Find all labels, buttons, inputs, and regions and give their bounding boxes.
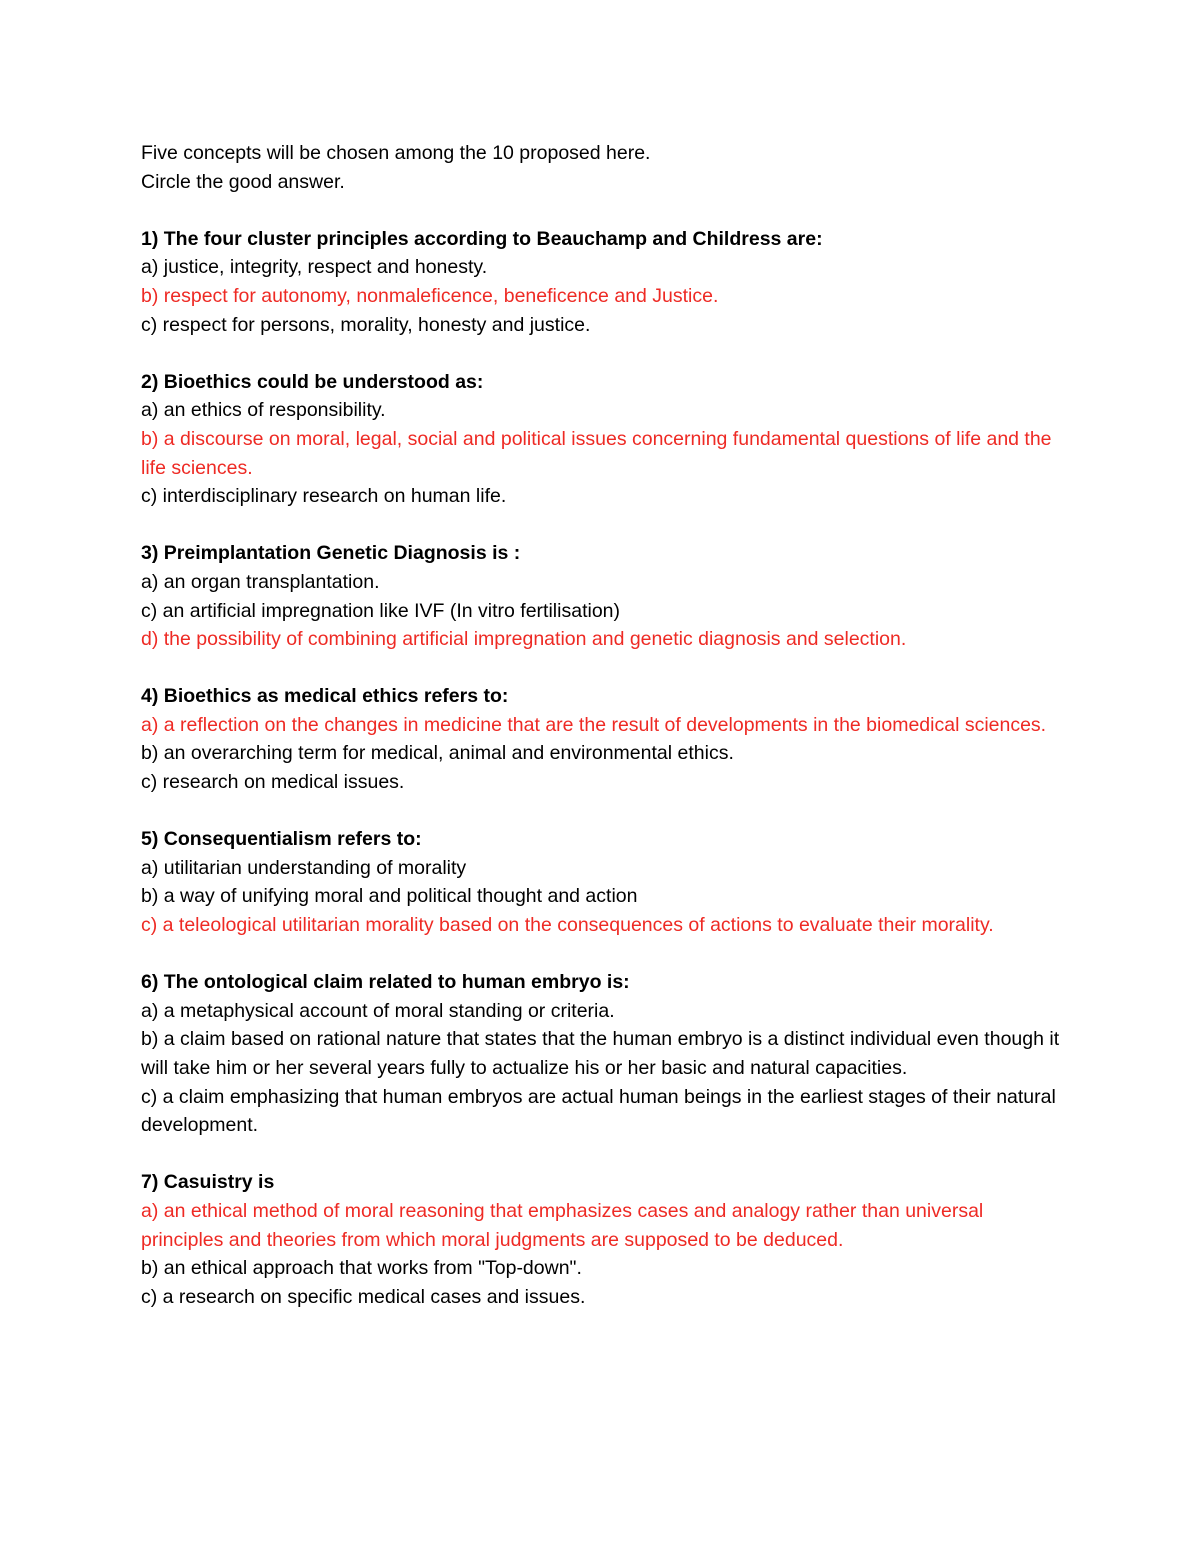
question-block — [141, 968, 1061, 1140]
question-text: 2) Bioethics could be understood as: — [141, 370, 484, 393]
answer-option-correct: c) a teleological utilitarian morality based on the consequences of actions to evaluate their morality. — [141, 914, 994, 937]
spacer — [141, 1140, 1061, 1169]
question-text: 5) Consequentialism refers to: — [141, 828, 422, 851]
answer-option: c) a research on specific medical cases and issues. — [141, 1285, 586, 1308]
answer-option: a) utilitarian understanding of morality — [141, 856, 467, 879]
answer-option-correct: a) an ethical method of moral reasoning that emphasizes cases and analogy rather than universal principles and theories from which moral judgments are supposed to be deduced. — [141, 1199, 984, 1251]
answer-option: c) respect for persons, morality, honesty and justice. — [141, 313, 591, 336]
question-block — [141, 682, 1061, 796]
answer-option-correct: b) respect for autonomy, nonmaleficence, beneficence and Justice. — [141, 284, 719, 307]
answer-option: b) an overarching term for medical, animal and environmental ethics. — [141, 742, 734, 765]
answer-option: a) an ethics of responsibility. — [141, 399, 386, 422]
spacer — [141, 339, 1061, 368]
question-text: 7) Casuistry is — [141, 1171, 275, 1194]
question-block — [141, 225, 1061, 339]
answer-option: b) a claim based on rational nature that states that the human embryo is a distinct individual even though it will take him or her several years fully to actualize his or her basic and natural capacities. — [141, 1028, 1060, 1079]
answer-option: b) a way of unifying moral and political thought and action — [141, 885, 638, 908]
question-text: 3) Preimplantation Genetic Diagnosis is : — [141, 542, 521, 565]
question-block — [141, 368, 1061, 511]
instruction-line: Circle the good answer. — [141, 170, 345, 193]
answer-option: c) a claim emphasizing that human embryos are actual human beings in the earliest stages of their natural development. — [141, 1085, 1056, 1137]
answer-option: a) justice, integrity, respect and honesty. — [141, 256, 488, 279]
answer-option-correct: a) a reflection on the changes in medicine that are the result of developments in the biomedical sciences. — [141, 713, 1047, 736]
answer-option: b) an ethical approach that works from "Top-down". — [141, 1257, 582, 1280]
answer-option: c) research on medical issues. — [141, 771, 405, 794]
spacer — [141, 940, 1061, 969]
question-block — [141, 539, 1061, 653]
spacer — [141, 196, 1061, 225]
answer-option: a) a metaphysical account of moral standing or criteria. — [141, 999, 615, 1022]
spacer — [141, 511, 1061, 540]
answer-option: a) an organ transplantation. — [141, 570, 380, 593]
question-block — [141, 1168, 1061, 1311]
answer-option-correct: d) the possibility of combining artificial impregnation and genetic diagnosis and selection. — [141, 628, 907, 651]
spacer — [141, 654, 1061, 683]
answer-option: c) interdisciplinary research on human life. — [141, 485, 507, 508]
answer-option: c) an artificial impregnation like IVF (In vitro fertilisation) — [141, 599, 620, 622]
question-text: 4) Bioethics as medical ethics refers to: — [141, 685, 509, 708]
answer-option-correct: b) a discourse on moral, legal, social and political issues concerning fundamental questions of life and the life sciences. — [141, 427, 1052, 479]
question-text: 1) The four cluster principles according to Beauchamp and Childress are: — [141, 227, 823, 250]
intro-line: Five concepts will be chosen among the 10 proposed here. — [141, 142, 651, 164]
question-block — [141, 825, 1061, 939]
spacer — [141, 797, 1061, 826]
question-text: 6) The ontological claim related to human embryo is: — [141, 971, 630, 994]
document-page — [141, 139, 1061, 1311]
